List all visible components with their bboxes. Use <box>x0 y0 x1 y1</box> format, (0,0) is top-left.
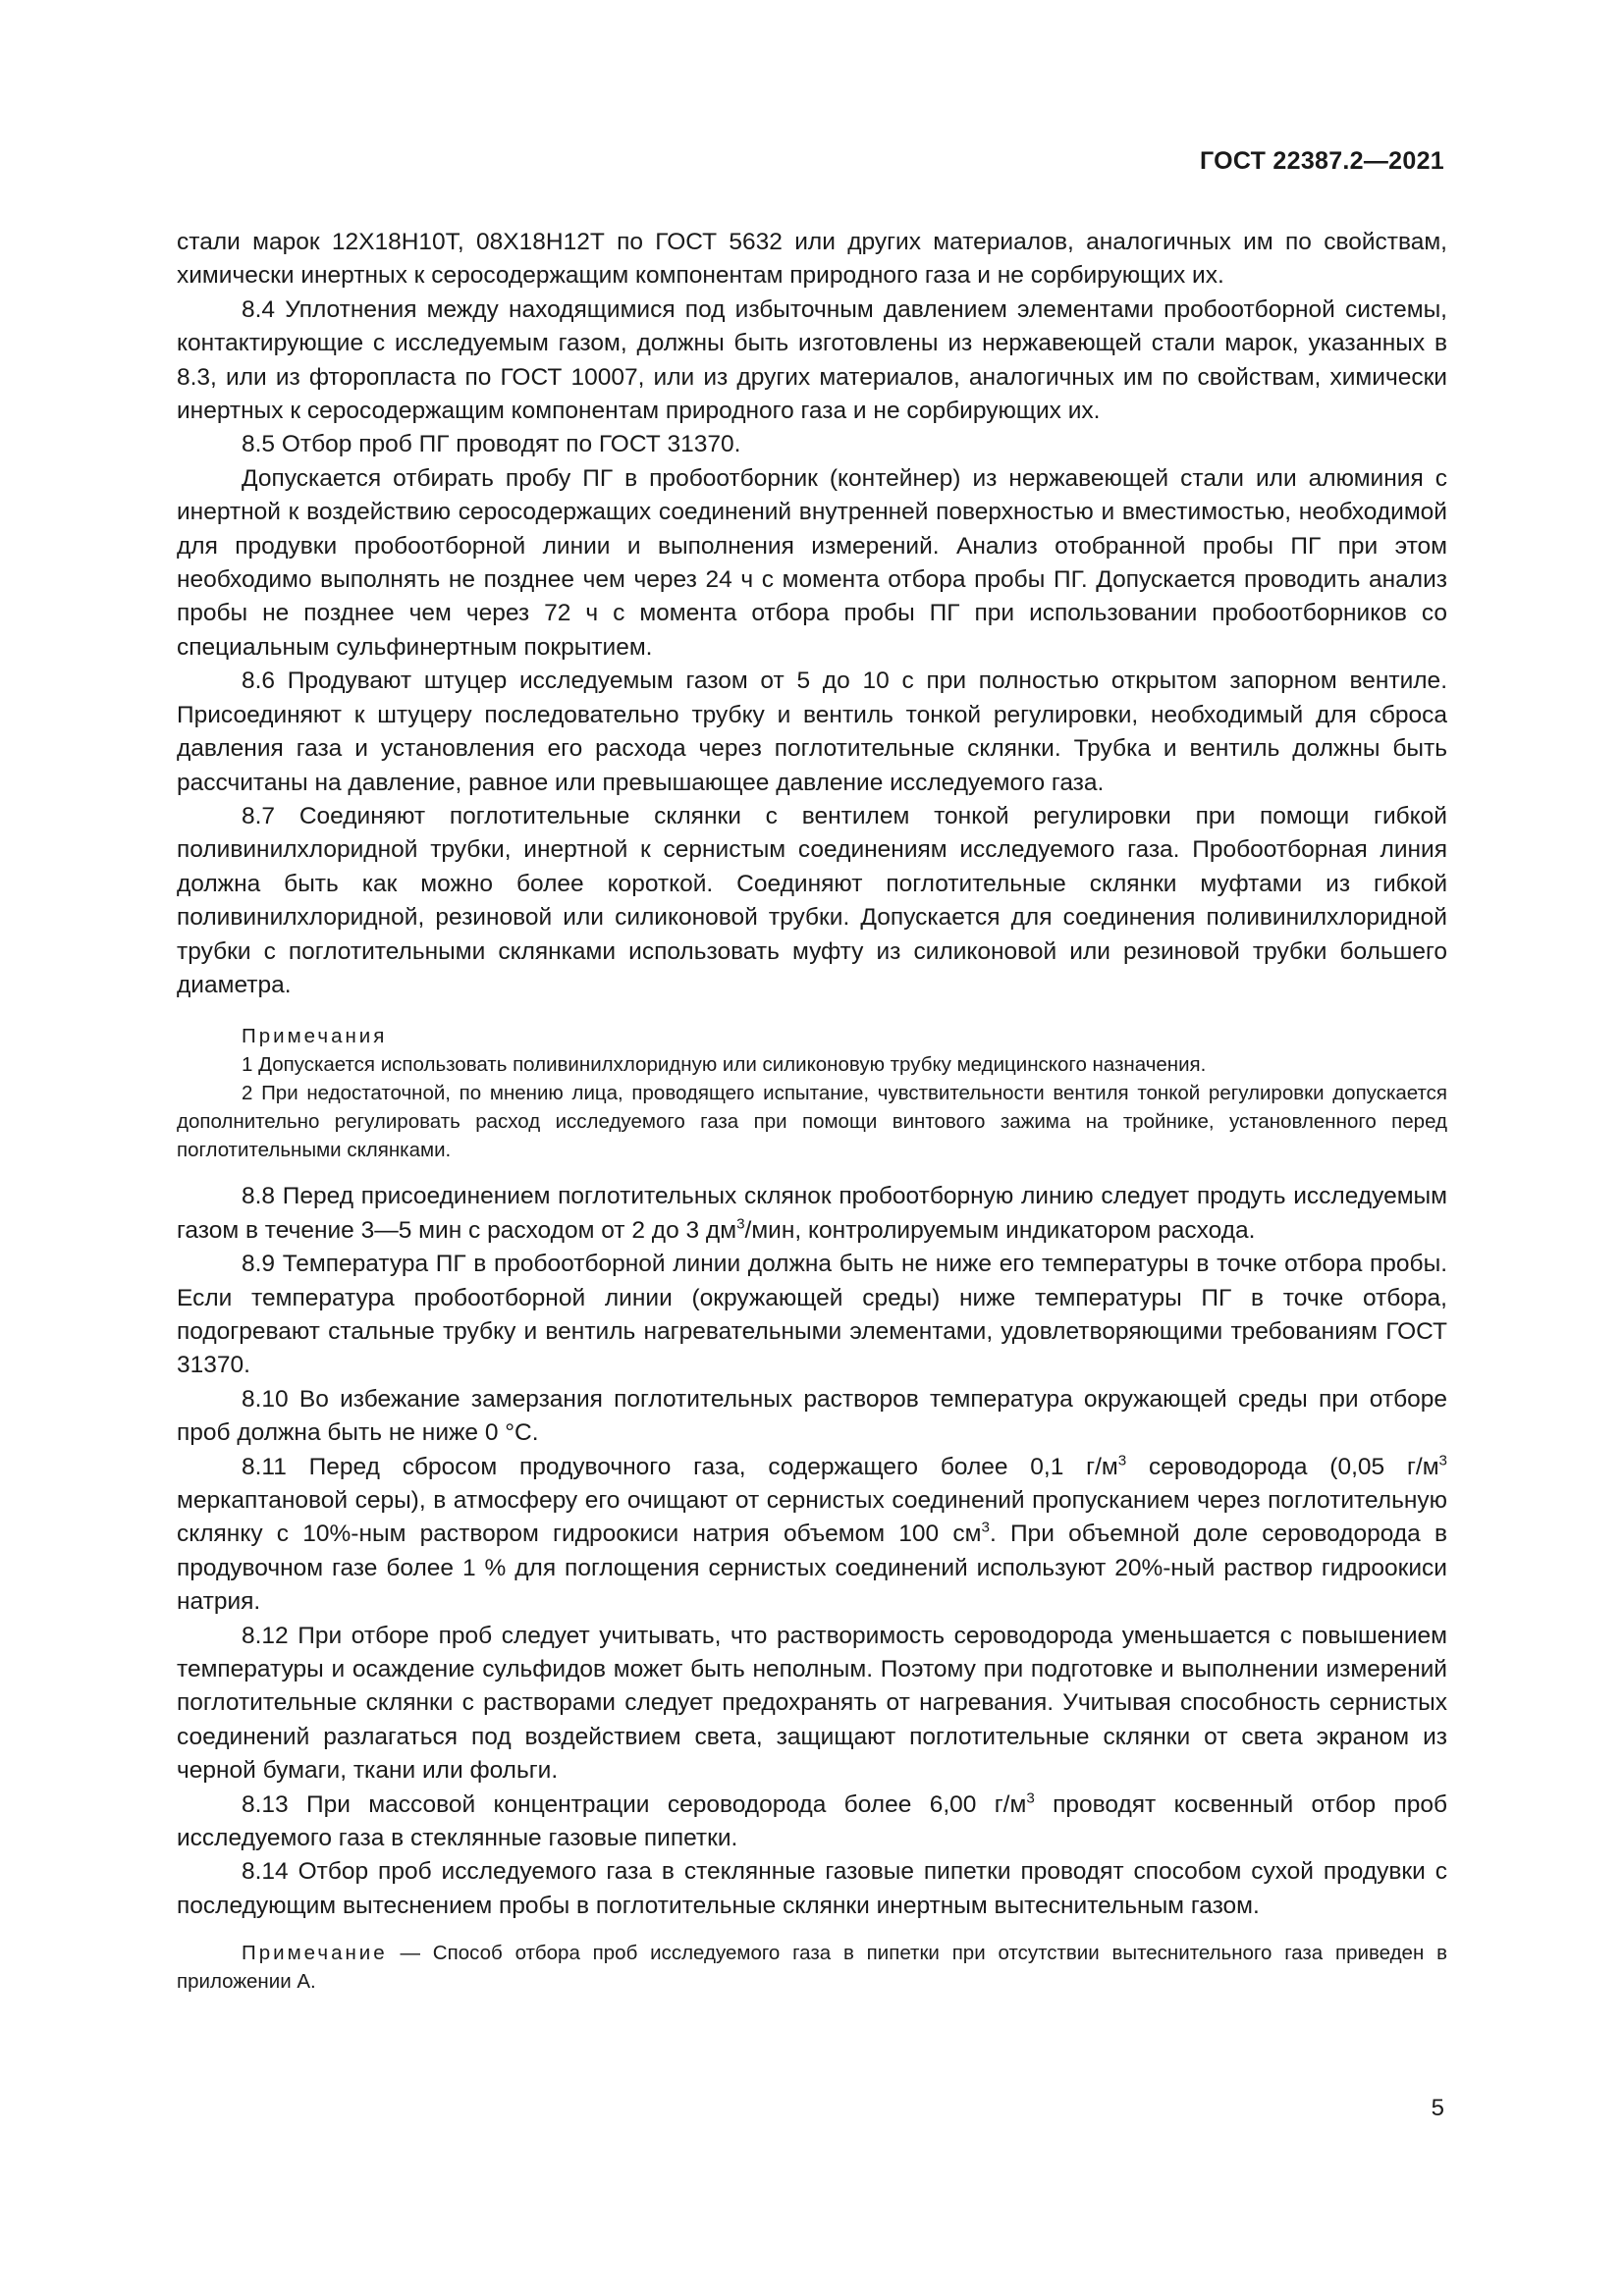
notes-block <box>177 1022 1447 1164</box>
note-single-text: — Способ отбора проб исследуемого газа в пипетки при отсутствии вытеснительного газа приведен в приложении А. <box>177 1942 1447 1994</box>
page-number: 5 <box>1431 2095 1444 2121</box>
superscript: 3 <box>736 1215 745 1233</box>
paragraph-8-13-text-a: 8.13 При массовой концентрации сероводорода более 6,00 г/м <box>242 1790 1027 1818</box>
paragraph-8-10: 8.10 Во избежание замерзания поглотительных растворов температура окружающей среды при отборе проб должна быть не ниже 0 °С. <box>177 1385 1447 1447</box>
paragraph-8-11-text-d: . При объемной доле сероводорода в продувочном газе более 1 % для поглощения сернистых соединений используют 20%-ный раствор гидроокиси натрия. <box>177 1521 1448 1616</box>
superscript: 3 <box>1117 1452 1127 1469</box>
note-single <box>177 1939 1447 1996</box>
paragraph-8-8 <box>177 1180 1447 1248</box>
paragraph-8-6: 8.6 Продувают штуцер исследуемым газом от 5 до 10 с при полностью открытом запорном вентиле. Присоединяют к штуцеру последовательно трубку и вентиль тонкой регулировки, необходимый для сброса давления газа и установления его расхода через поглотительные склянки. Трубка и вентиль должны быть рассчитаны на давление, равное или превышающее давление исследуемого газа. <box>177 667 1447 796</box>
note-single-block <box>177 1939 1447 1996</box>
paragraph-8-12: 8.12 При отборе проб следует учитывать, что растворимость сероводорода уменьшается с повышением температуры и осаждение сульфидов может быть неполным. Поэтому при подготовке и выполнении измерений поглотительные склянки с растворами следует предохранять от нагревания. Учитывая способность сернистых соединений разлагаться под воздействием света, защищают поглотительные склянки от света экраном из черной бумаги, ткани или фольги. <box>177 1622 1447 1785</box>
note-2: 2 При недостаточной, по мнению лица, проводящего испытание, чувствительности вентиля тонкой регулировки допускается дополнительно регулировать расход исследуемого газа при помощи винтового зажима на тройнике, установленного перед поглотительными склянками. <box>177 1082 1447 1162</box>
paragraph-8-11-text-c: меркаптановой серы), в атмосферу его очищают от сернистых соединений пропусканием через поглотительную склянку с 10%-ным раствором гидроокиси натрия объемом 100 см <box>177 1487 1447 1548</box>
standard-code: ГОСТ 22387.2—2021 <box>1199 147 1444 175</box>
paragraph-8-11-text-b: сероводорода (0,05 г/м <box>1126 1453 1439 1480</box>
paragraph-8-8-text-b: /мин, контролируемым индикатором расхода. <box>744 1216 1256 1244</box>
note-single-heading: Примечание <box>242 1942 388 1965</box>
superscript: 3 <box>1438 1452 1447 1469</box>
paragraph-8-11 <box>177 1451 1447 1620</box>
document-body <box>177 226 1447 1996</box>
paragraph-8-4: 8.4 Уплотнения между находящимися под избыточным давлением элементами пробоотборной системы, контактирующие с исследуемым газом, должны быть изготовлены из нержавеющей стали марок, указанных в 8.3, или из фторопласта по ГОСТ 10007, или из других материалов, аналогичных им по свойствам, химически инертных к серосодержащим компонентам природного газа и не сорбирующих их. <box>177 295 1447 425</box>
paragraph-8-7: 8.7 Соединяют поглотительные склянки с вентилем тонкой регулировки при помощи гибкой поливинилхлоридной трубки, инертной к сернистым соединениям исследуемого газа. Пробоотборная линия должна быть как можно более короткой. Соединяют поглотительные склянки муфтами из гибкой поливинилхлоридной, резиновой или силиконовой трубки. Допускается для соединения поливинилхлоридной трубки с поглотительными склянками использовать муфту из силиконовой или резиновой трубки большего диаметра. <box>177 802 1447 998</box>
paragraph-8-13-text-b: проводят косвенный отбор проб исследуемого газа в стеклянные газовые пипетки. <box>177 1790 1447 1852</box>
notes-heading: Примечания <box>242 1025 388 1048</box>
paragraph-8-11-text-a: 8.11 Перед сбросом продувочного газа, содержащего более 0,1 г/м <box>242 1453 1118 1480</box>
superscript: 3 <box>981 1520 990 1536</box>
paragraph-8-14: 8.14 Отбор проб исследуемого газа в стеклянные газовые пипетки проводят способом сухой продувки с последующим вытеснением пробы в поглотительные склянки инертным вытеснительным газом. <box>177 1858 1447 1919</box>
paragraph-8-13 <box>177 1789 1447 1856</box>
paragraph-8-5: 8.5 Отбор проб ПГ проводят по ГОСТ 31370. <box>242 431 741 458</box>
paragraph-8-9: 8.9 Температура ПГ в пробоотборной линии должна быть не ниже его температуры в точке отбора пробы. Если температура пробоотборной линии (окружающей среды) ниже температуры ПГ в точке отбора, подогревают стальные трубку и вентиль нагревательными элементами, удовлетворяющими требованиям ГОСТ 31370. <box>177 1251 1447 1379</box>
paragraph-8-3-continuation: стали марок 12Х18Н10Т, 08Х18Н12Т по ГОСТ 5632 или других материалов, аналогичных им по свойствам, химически инертных к серосодержащим компонентам природного газа и не сорбирующих их. <box>177 229 1447 290</box>
paragraph-8-8-text-a: 8.8 Перед присоединением поглотительных склянок пробоотборную линию следует продуть исследуемым газом в течение 3—5 мин с расходом от 2 до 3 дм <box>177 1183 1447 1244</box>
superscript: 3 <box>1026 1789 1035 1807</box>
note-1: 1 Допускается использовать поливинилхлоридную или силиконовую трубку медицинского назначения. <box>242 1053 1207 1077</box>
paragraph-8-5-sampling-container: Допускается отбирать пробу ПГ в пробоотборник (контейнер) из нержавеющей стали или алюминия с инертной к воздействию серосодержащих соединений внутренней поверхностью и вместимостью, необходимой для продувки пробоотборной линии и выполнения измерений. Анализ отобранной пробы ПГ при этом необходимо выполнять не позднее чем через 24 ч с момента отбора пробы ПГ. Допускается проводить анализ пробы не позднее чем через 72 ч с момента отбора пробы ПГ при использовании пробоотборников со специальным сульфинертным покрытием. <box>177 464 1447 661</box>
